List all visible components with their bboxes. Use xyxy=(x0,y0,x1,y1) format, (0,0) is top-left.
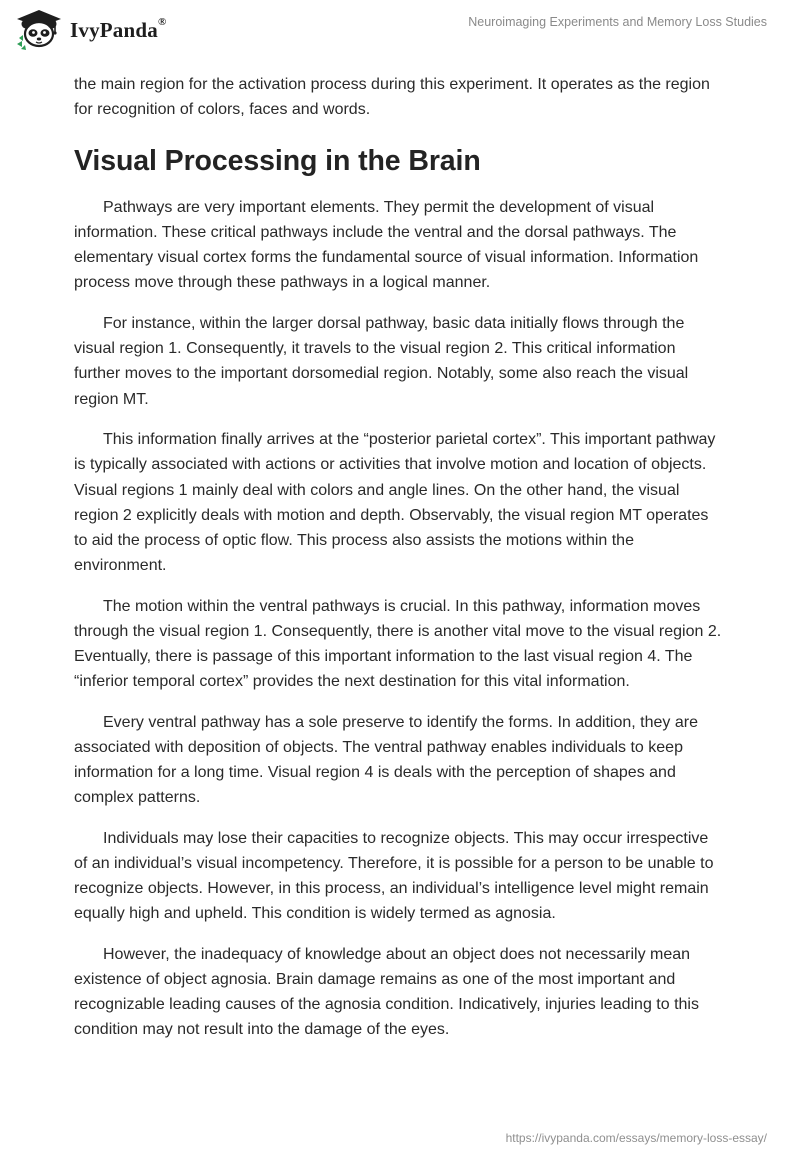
section-heading: Visual Processing in the Brain xyxy=(74,145,481,178)
panda-graduate-logo-icon xyxy=(14,8,64,50)
paragraph: For instance, within the larger dorsal pathway, basic data initially flows through the visual region 1. Consequently, it travels to the visual region 2. This critical information further moves to the important dorsomedial region. Notably, some also reach the visual region MT. xyxy=(74,315,689,408)
registered-mark: ® xyxy=(157,15,167,28)
paragraph: Every ventral pathway has a sole preserve to identify the forms. In addition, they are associated with deposition of objects. The ventral pathway enables individuals to keep information for a long time. Visual region 4 is deals with the perception of shapes and complex patterns. xyxy=(74,713,698,806)
paragraph: The motion within the ventral pathways is crucial. In this pathway, information moves through the visual region 1. Consequently, there is another vital move to the visual region 2. Eventually, there is passage of this important information to the last visual region 4. The “inferior temporal cortex” provides the next destination for this vital information. xyxy=(74,597,722,690)
source-url-link[interactable]: https://ivypanda.com/essays/memory-loss-essay/ xyxy=(505,1131,767,1145)
lead-paragraph: the main region for the activation process during this experiment. It operates as the region for recognition of colors, faces and words. xyxy=(74,76,710,119)
brand-logo[interactable] xyxy=(14,8,166,50)
paragraph: This information finally arrives at the “posterior parietal cortex”. This important pathway is typically associated with actions or activities that involve motion and location of objects. Visual regions 1 mainly deal with colors and angle lines. On the other hand, the visual region 2 explicitly deals with motion and depth. Observably, the visual region MT operates to aid the process of optic flow. This process also assists the motions within the environment. xyxy=(74,431,716,574)
brand-name-text: IvyPanda xyxy=(70,17,158,42)
paragraph: However, the inadequacy of knowledge about an object does not necessarily mean existence of object agnosia. Brain damage remains as one of the most important and recognizable leading causes of the agnosia condition. Indicatively, injuries leading to this condition may not result into the damage of the eyes. xyxy=(74,945,699,1039)
page-header xyxy=(0,0,800,60)
document-title: Neuroimaging Experiments and Memory Loss Studies xyxy=(468,15,767,29)
paragraph: Pathways are very important elements. They permit the development of visual information. These critical pathways include the ventral and the dorsal pathways. The elementary visual cortex forms the fundamental source of visual information. Information process move through these pathways in a logical manner. xyxy=(74,199,699,292)
brand-name xyxy=(70,15,167,43)
essay-content xyxy=(74,72,724,1058)
paragraph: Individuals may lose their capacities to recognize objects. This may occur irrespective of an individual’s visual incompetency. Therefore, it is possible for a person to be unable to recognize objects. However, in this process, an individual’s intelligence level might remain equally high and upheld. This condition is widely termed as agnosia. xyxy=(74,829,714,922)
